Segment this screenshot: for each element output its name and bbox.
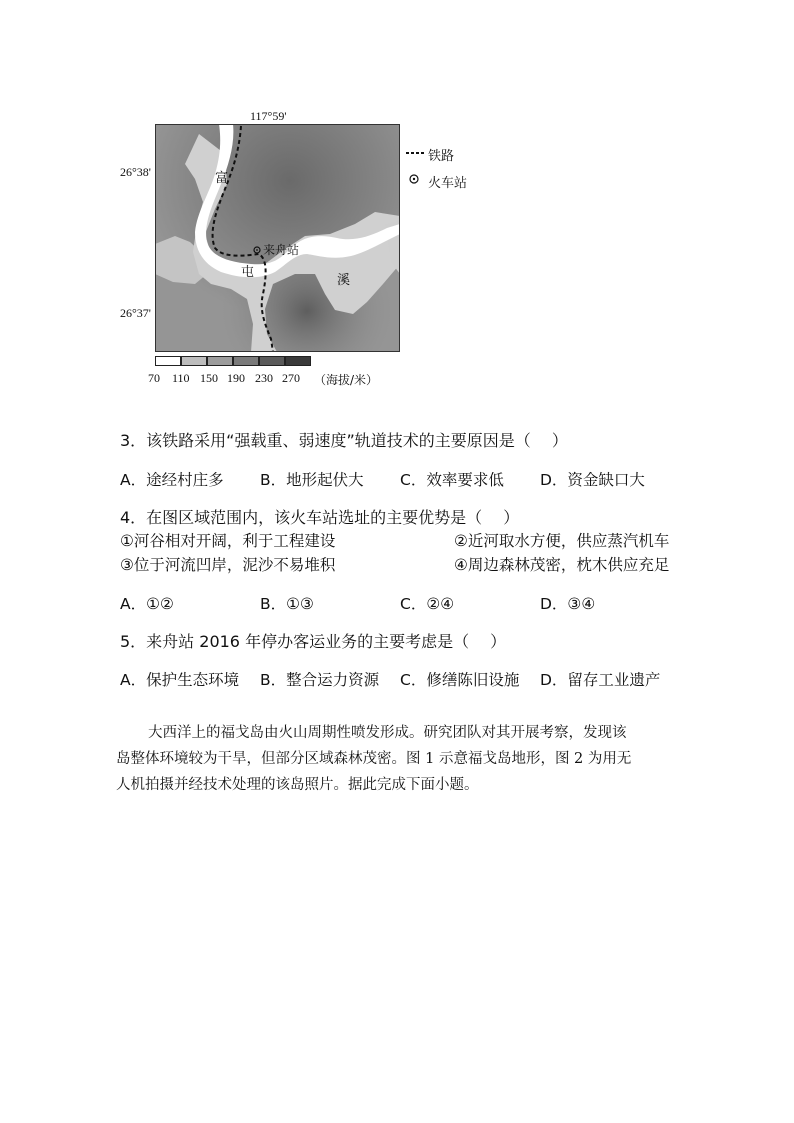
scale-label: 270	[282, 371, 300, 385]
railway-line-icon	[406, 148, 426, 158]
scale-box-2	[181, 356, 207, 366]
latitude-label-top: 26°38'	[120, 165, 151, 179]
scale-label: 190	[227, 371, 245, 385]
scale-box-4	[233, 356, 259, 366]
map-river-char-2: 屯	[241, 265, 255, 280]
passage-line-3: 人机拍摄并经技术处理的该岛照片。据此完成下面小题。	[116, 777, 479, 793]
question-3-option-a[interactable]: A．途经村庄多	[120, 471, 224, 489]
legend-railway-label: 铁路	[428, 149, 455, 164]
scale-box-5	[259, 356, 285, 366]
map-river-char-3: 溪	[337, 273, 351, 288]
question-4-statement-4: ④周边森林茂密，枕木供应充足	[454, 556, 670, 574]
scale-unit: （海拔/米）	[314, 373, 379, 387]
station-icon	[408, 173, 422, 187]
scale-box-3	[207, 356, 233, 366]
question-4-stem: 4．在图区域范围内，该火车站选址的主要优势是（ ）	[120, 508, 520, 527]
terrain-map	[155, 124, 400, 352]
scale-box-6	[285, 356, 311, 366]
question-4-option-b[interactable]: B．①③	[260, 595, 314, 613]
question-3-option-d[interactable]: D．资金缺口大	[540, 471, 645, 489]
question-5-option-b[interactable]: B．整合运力资源	[260, 671, 380, 689]
scale-box-1	[155, 356, 181, 366]
longitude-label: 117°59'	[250, 109, 287, 123]
legend-station-label: 火车站	[428, 176, 468, 191]
question-3-option-c[interactable]: C．效率要求低	[400, 471, 504, 489]
map-river-char-1: 富	[215, 171, 229, 186]
question-4-statement-2: ②近河取水方便，供应蒸汽机车	[454, 532, 670, 550]
question-3-option-b[interactable]: B．地形起伏大	[260, 471, 364, 489]
scale-label: 150	[200, 371, 218, 385]
passage-line-1: 大西洋上的福戈岛由火山周期性喷发形成。研究团队对其开展考察，发现该	[148, 725, 627, 741]
question-4-option-a[interactable]: A．①②	[120, 595, 174, 613]
map-station-label: 来舟站	[263, 243, 300, 257]
question-4-option-c[interactable]: C．②④	[400, 595, 455, 613]
scale-label: 230	[255, 371, 273, 385]
question-4-statement-1: ①河谷相对开阔，利于工程建设	[120, 532, 336, 550]
question-5-option-c[interactable]: C．修缮陈旧设施	[400, 671, 520, 689]
passage-line-2: 岛整体环境较为干旱，但部分区域森林茂密。图 1 示意福戈岛地形，图 2 为用无	[116, 751, 632, 767]
passage	[116, 720, 686, 798]
question-4-statement-3: ③位于河流凹岸，泥沙不易堆积	[120, 556, 336, 574]
scale-label: 70	[148, 371, 160, 385]
question-3-stem: 3．该铁路采用“强载重、弱速度”轨道技术的主要原因是（ ）	[120, 431, 568, 450]
scale-label: 110	[172, 371, 190, 385]
question-5-option-a[interactable]: A．保护生态环境	[120, 671, 240, 689]
question-5-stem: 5．来舟站 2016 年停办客运业务的主要考虑是（ ）	[120, 632, 507, 651]
question-4-option-d[interactable]: D．③④	[540, 595, 596, 613]
latitude-label-bottom: 26°37'	[120, 306, 151, 320]
question-5-option-d[interactable]: D．留存工业遗产	[540, 671, 661, 689]
scale-labels	[148, 371, 398, 387]
